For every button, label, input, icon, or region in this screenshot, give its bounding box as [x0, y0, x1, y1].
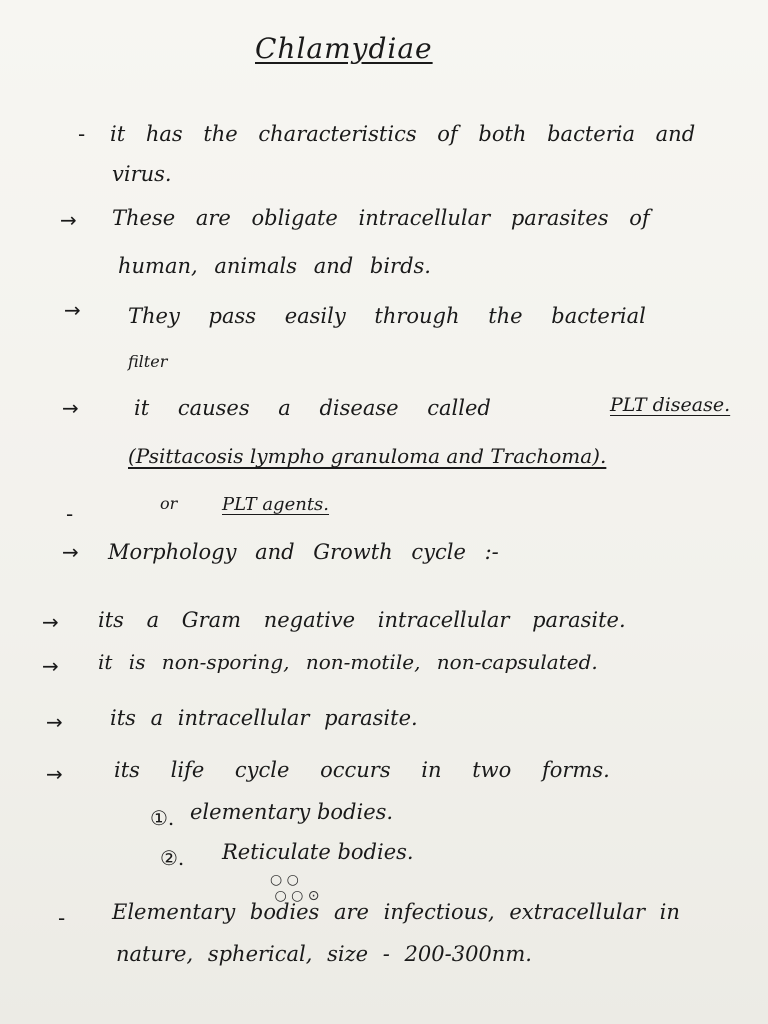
note-line-6: filter — [128, 352, 168, 371]
note-line-18: Elementary bodies are infectious, extracellular in — [112, 900, 680, 924]
sub-marker-1: ①. — [150, 806, 175, 830]
note-line-9: (Psittacosis lympho granuloma and Trachoma). — [128, 444, 607, 468]
note-line-2: virus. — [112, 162, 172, 186]
note-line-10: or — [160, 494, 178, 513]
note-line-14: its a intracellular parasite. — [110, 706, 418, 730]
note-line-13: it is non-sporing, non-motile, non-capsulated. — [98, 650, 598, 674]
page-title: Chlamydiae — [255, 32, 433, 65]
arrow-marker: → — [46, 710, 63, 734]
arrow-marker: → — [62, 396, 79, 420]
arrow-marker: → — [60, 208, 77, 232]
note-line-1: it has the characteristics of both bacteria and — [110, 122, 696, 146]
note-line-17: Reticulate bodies. — [222, 840, 414, 864]
arrow-marker: → — [46, 762, 63, 786]
note-line-3: These are obligate intracellular parasites of — [112, 206, 650, 230]
arrow-marker: → — [42, 654, 59, 678]
note-line-5: They pass easily through the bacterial — [128, 304, 646, 328]
note-line-12: its a Gram negative intracellular parasite. — [98, 608, 626, 632]
arrow-marker: → — [42, 610, 59, 634]
dash-marker: - — [58, 906, 66, 930]
sub-marker-2: ②. — [160, 846, 185, 870]
note-line-19: nature, spherical, size - 200-300nm. — [116, 942, 532, 966]
note-line-7: it causes a disease called — [134, 396, 491, 420]
bodies-sketch: ○ ○ ○ ○ ⊙ — [270, 872, 320, 904]
dash-marker: - — [78, 122, 86, 146]
note-line-16: elementary bodies. — [190, 800, 394, 824]
note-line-4: human, animals and birds. — [118, 254, 431, 278]
note-line-15: its life cycle occurs in two forms. — [114, 758, 610, 782]
arrow-marker: → — [64, 298, 81, 322]
arrow-marker: → — [62, 540, 79, 564]
section-heading: Morphology and Growth cycle :- — [108, 540, 499, 564]
note-line-11: PLT agents. — [222, 494, 330, 515]
note-line-8: PLT disease. — [610, 394, 731, 416]
dash-marker: - — [66, 502, 74, 526]
